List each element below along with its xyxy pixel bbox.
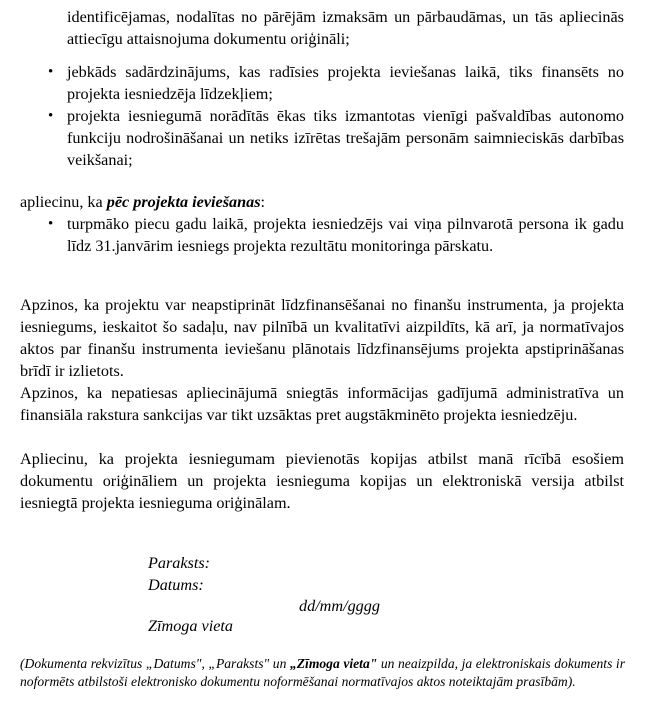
date-format: dd/mm/gggg (299, 597, 380, 615)
bullet-item: jebkāds sadārdzinājums, kas radīsies projekta ieviešanas laikā, tiks finansēts no projekta iesniedzēja līdzekļiem; (67, 63, 624, 103)
bullet-item: turpmāko piecu gadu laikā, projekta iesniedzējs vai viņa pilnvarotā persona ik gadu līdz 31.janvārim iesniegs projekta rezultātu monitoringa pārskatu. (67, 215, 624, 255)
bullet-icon: • (48, 108, 54, 124)
footnote-part1: (Dokumenta rekvizītus „Datums", „Paraksts" un (20, 656, 290, 671)
paragraph: Apzinos, ka nepatiesas apliecinājumā sniegtās informācijas gadījumā administratīva un finansiāla rakstura sankcijas var tikt uzsāktas pret augstākminēto projekta iesniedzēju. (20, 384, 624, 424)
bullet-item: projekta iesniegumā norādītās ēkas tiks izmantotas vienīgi pašvaldības autonomo funkciju nodrošināšanai un netiks izīrētas trešajām personām saimnieciskās darbības veikšanai; (67, 107, 624, 169)
bullet-icon: • (48, 64, 54, 80)
heading-emphasis: pēc projekta ieviešanas (106, 193, 261, 211)
heading-prefix: apliecinu, ka (20, 193, 107, 211)
footnote-part2: un neaizpilda, ja elektroniskais dokuments ir noformēts atbilstoši elektronisko dokumentu noformēšanai normatīvajos aktos noteiktajām prasībām). (20, 656, 625, 689)
bullet-icon: • (48, 216, 54, 232)
stamp-place-label: Zīmoga vieta (148, 617, 233, 635)
continued-bullet-text: identificējamas, nodalītas no pārējām izmaksām un pārbaudāmas, un tās apliecinās attiecīgu attaisnojuma dokumentu oriģināli; (67, 8, 624, 48)
paragraph: Apliecinu, ka projekta iesniegumam pievienotās kopijas atbilst manā rīcībā esošiem dokumentu oriģināliem un projekta iesnieguma kopijas un elektroniskā versija atbilst iesniegtā projekta iesnieguma oriģinālam. (20, 450, 624, 512)
after-implementation-heading (20, 191, 624, 213)
heading-suffix: : (260, 193, 265, 211)
date-label: Datums: (148, 576, 204, 594)
footnote (20, 655, 625, 691)
paragraph: Apzinos, ka projektu var neapstiprināt līdzfinansēšanai no finanšu instrumenta, ja projekta iesniegums, ieskaitot šo sadaļu, nav pilnībā un kvalitatīvi aizpildīts, kā arī, ja normatīvajos aktos par finanšu instrumenta ieviešanu plānotais līdzfinansējums projekta apstiprināšanas brīdī ir izlietots. (20, 296, 624, 380)
footnote-emphasis: „Zīmoga vieta" (289, 656, 378, 671)
signature-label: Paraksts: (148, 554, 211, 572)
